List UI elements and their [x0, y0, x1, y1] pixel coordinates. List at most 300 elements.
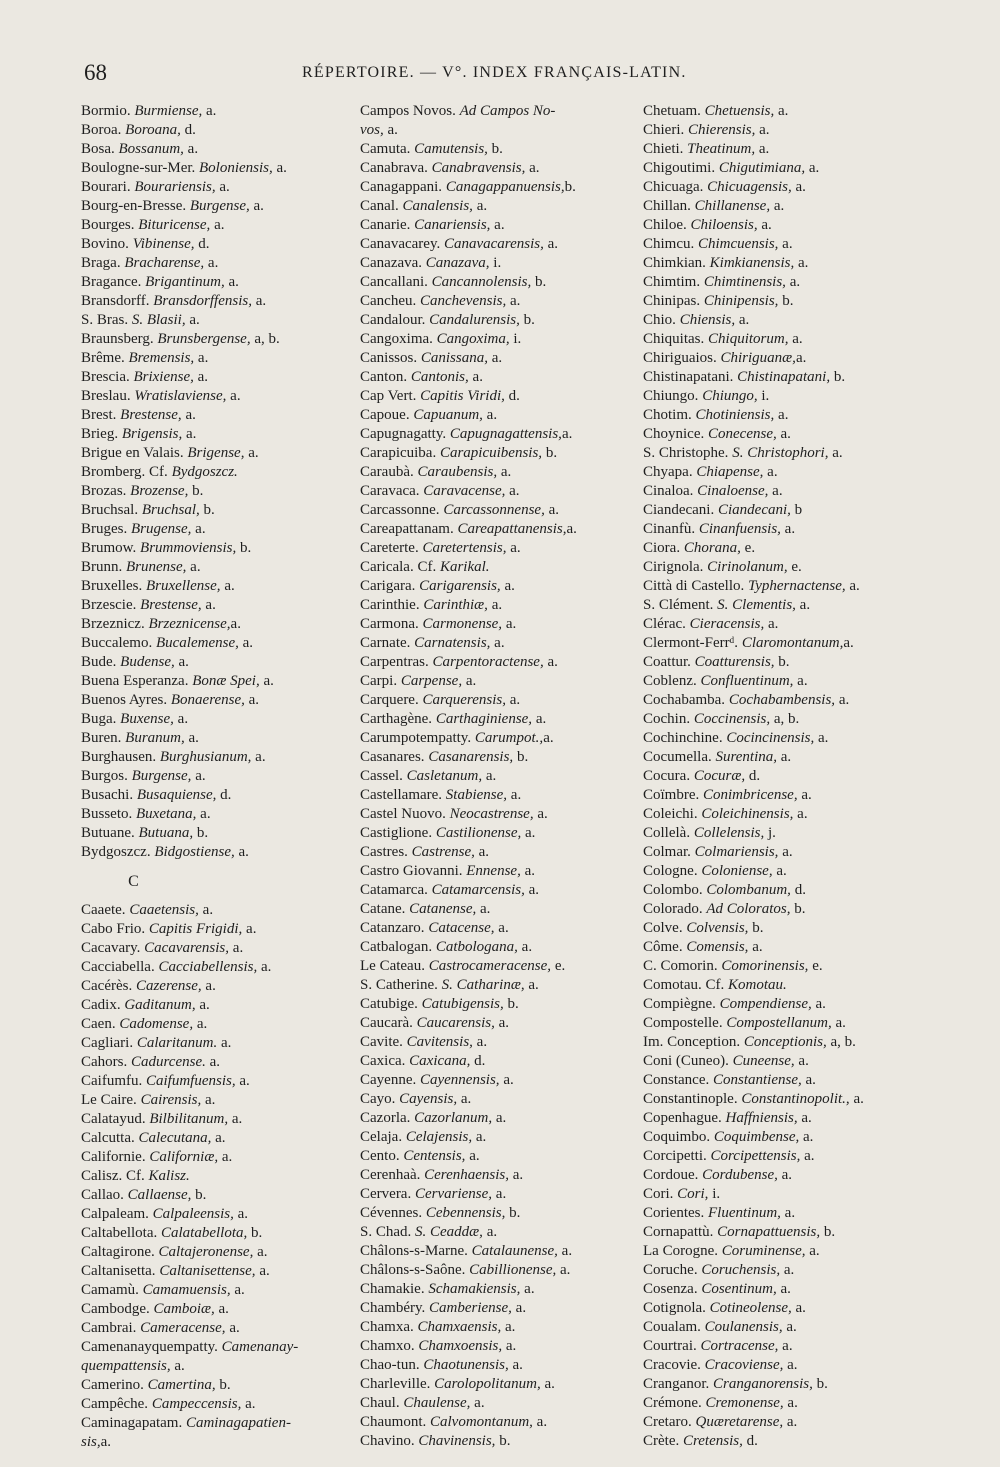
latin-name: Coleichinensis,	[701, 806, 794, 822]
index-entry	[643, 1318, 943, 1337]
latin-name: Corcipettensis,	[710, 1148, 801, 1164]
source-code: a.	[797, 1110, 812, 1126]
index-column-3	[643, 102, 943, 1451]
latin-name: Theatinum,	[687, 141, 756, 157]
entry-line	[360, 1147, 643, 1166]
french-place-name: Callao.	[81, 1187, 124, 1203]
index-entry	[360, 1185, 643, 1204]
source-code: a.	[511, 1300, 527, 1316]
index-entry	[81, 805, 356, 824]
index-entry	[360, 824, 643, 843]
latin-name: Chimtinensis,	[703, 274, 786, 290]
source-code: i.	[489, 255, 502, 271]
source-code: a.	[497, 464, 512, 480]
entry-line	[81, 159, 356, 178]
source-code: a.	[735, 312, 750, 328]
entry-line	[360, 349, 643, 368]
latin-name: Chimcuensis,	[698, 236, 779, 252]
entry-line	[643, 444, 943, 463]
french-place-name: Bransdorff.	[81, 293, 150, 309]
latin-name: Capitis Frigidi,	[148, 921, 243, 937]
french-place-name: Catubige.	[360, 996, 418, 1012]
latin-name: Bourariensis,	[134, 179, 216, 195]
index-entry	[81, 824, 356, 843]
index-entry	[81, 121, 356, 140]
entry-line	[360, 254, 643, 273]
entry-line	[643, 1375, 943, 1394]
index-entry	[360, 938, 643, 957]
source-code: a.	[198, 902, 214, 918]
latin-name: Carumpot.,	[474, 730, 544, 746]
source-code: a, b.	[250, 331, 280, 347]
french-place-name: Caifumfu.	[81, 1073, 143, 1089]
latin-name: Catacense,	[428, 920, 495, 936]
entry-line	[643, 121, 943, 140]
source-code: b.	[531, 274, 547, 290]
entry-line	[81, 102, 356, 121]
french-place-name: Cocumella.	[643, 749, 712, 765]
latin-name: Komotau.	[728, 977, 787, 993]
source-code: a.	[502, 616, 517, 632]
source-code: a.	[244, 445, 259, 461]
latin-name: S. Clementis,	[717, 597, 796, 613]
latin-name: Collelensis,	[693, 825, 765, 841]
source-code: a.	[235, 1073, 250, 1089]
index-entry	[81, 672, 356, 691]
latin-name: Ad Campos No-	[459, 103, 556, 119]
source-code: b.	[505, 1205, 521, 1221]
french-place-name: Caraubà.	[360, 464, 414, 480]
entry-line	[81, 216, 356, 235]
index-entry	[360, 1109, 643, 1128]
entry-line	[81, 1167, 356, 1186]
index-entry	[643, 919, 943, 938]
index-entry	[81, 406, 356, 425]
source-code: a.	[770, 198, 785, 214]
index-entry	[360, 1033, 643, 1052]
entry-line	[643, 216, 943, 235]
entry-line	[81, 977, 356, 996]
latin-name: Chiungo,	[702, 388, 758, 404]
source-code: a.	[785, 274, 801, 290]
index-entry	[643, 216, 943, 235]
french-place-name: Châlons-s-Marne.	[360, 1243, 468, 1259]
latin-name: Cuneense,	[732, 1053, 795, 1069]
entry-line	[360, 387, 643, 406]
entry-line	[81, 996, 356, 1015]
french-place-name: Coruche.	[643, 1262, 698, 1278]
entry-line	[643, 1394, 943, 1413]
entry-line	[643, 596, 943, 615]
source-code: a.	[757, 217, 772, 233]
french-place-name: Carumpotempatty.	[360, 730, 472, 746]
latin-name: Buranum,	[125, 730, 185, 746]
source-code: a.	[170, 1358, 185, 1374]
latin-name: Camboiæ,	[153, 1301, 215, 1317]
french-place-name: S. Clément.	[643, 597, 714, 613]
latin-name-continued: quempattensis,	[81, 1358, 171, 1374]
latin-name: Canissana,	[420, 350, 488, 366]
index-entry	[81, 977, 356, 996]
latin-name: Brummoviensis,	[140, 540, 237, 556]
entry-line	[643, 1166, 943, 1185]
index-entry	[643, 1014, 943, 1033]
entry-line	[360, 1185, 643, 1204]
source-code: a.	[778, 1338, 793, 1354]
index-entry	[81, 996, 356, 1015]
entry-line	[360, 862, 643, 881]
source-code: a.	[797, 787, 812, 803]
source-code: a.	[244, 692, 260, 708]
french-place-name: Brescia.	[81, 369, 130, 385]
source-code: a.	[506, 293, 521, 309]
index-entry	[360, 406, 643, 425]
entry-line	[360, 729, 643, 748]
source-code: a.	[257, 959, 272, 975]
entry-line	[643, 957, 943, 976]
source-code: a.	[251, 293, 267, 309]
french-place-name: Bruchsal.	[81, 502, 139, 518]
source-code: a.	[755, 122, 770, 138]
index-entry	[360, 1337, 643, 1356]
french-place-name: Brzeznicz.	[81, 616, 145, 632]
latin-name: Callaense,	[127, 1187, 192, 1203]
latin-name: Comorinensis,	[721, 958, 809, 974]
source-code: a.	[540, 1376, 555, 1392]
latin-name: Calaritanum.	[136, 1035, 218, 1051]
french-place-name: Bydgoszcz.	[81, 844, 151, 860]
source-code: a.	[805, 1243, 820, 1259]
entry-line	[643, 482, 943, 501]
index-entry	[81, 786, 356, 805]
source-code: a.	[211, 1130, 226, 1146]
index-entry	[81, 1224, 356, 1243]
entry-line	[81, 349, 356, 368]
entry-line	[643, 843, 943, 862]
index-entry	[643, 1128, 943, 1147]
latin-name: Cadomense,	[119, 1016, 194, 1032]
entry-line	[360, 444, 643, 463]
entry-line	[81, 501, 356, 520]
source-code: a.	[525, 160, 540, 176]
entry-line	[360, 235, 643, 254]
source-code: a.	[845, 578, 860, 594]
source-code: a.	[201, 1092, 216, 1108]
latin-name: Typhernactense,	[748, 578, 846, 594]
index-entry	[360, 767, 643, 786]
index-entry	[81, 1262, 356, 1281]
latin-name: Brigantinum,	[145, 274, 225, 290]
index-entry	[360, 1413, 643, 1432]
french-place-name: Chigoutimi.	[643, 160, 716, 176]
index-entry	[643, 349, 943, 368]
source-code: a.	[782, 1319, 797, 1335]
french-place-name: Crète.	[643, 1433, 680, 1449]
latin-name: Camamuensis,	[142, 1282, 231, 1298]
index-entry	[360, 463, 643, 482]
entry-line	[643, 1337, 943, 1356]
entry-line	[643, 767, 943, 786]
latin-name: Canazava,	[425, 255, 490, 271]
latin-name: Cirinolanum,	[707, 559, 788, 575]
latin-name: Catamarcensis,	[431, 882, 525, 898]
entry-line	[360, 710, 643, 729]
entry-line	[81, 824, 356, 843]
source-code: d.	[180, 122, 196, 138]
french-place-name: Braga.	[81, 255, 121, 271]
source-code: b.	[193, 825, 209, 841]
french-place-name: S. Christophe.	[643, 445, 729, 461]
entry-line	[360, 1014, 643, 1033]
latin-name: Carinthiæ,	[423, 597, 488, 613]
latin-name: Bonaerense,	[170, 692, 245, 708]
index-entry	[360, 1356, 643, 1375]
entry-line	[643, 558, 943, 577]
source-code: a.	[561, 426, 573, 442]
entry-line	[643, 1413, 943, 1432]
entry-line	[81, 1224, 356, 1243]
latin-name: Casanarensis,	[428, 749, 514, 765]
index-entry	[81, 444, 356, 463]
french-place-name: Chimkian.	[643, 255, 706, 271]
source-code: a.	[472, 1034, 488, 1050]
french-place-name: Cazorla.	[360, 1110, 411, 1126]
latin-name: Cocincinensis,	[726, 730, 815, 746]
entry-line	[81, 311, 356, 330]
entries-c-continued-2	[643, 102, 943, 1451]
entry-line	[643, 729, 943, 748]
index-entry	[81, 140, 356, 159]
index-entry	[360, 482, 643, 501]
french-place-name: Cracovie.	[643, 1357, 701, 1373]
french-place-name: Carigara.	[360, 578, 416, 594]
source-code: a.	[783, 1414, 798, 1430]
french-place-name: Chamakie.	[360, 1281, 425, 1297]
index-entry	[360, 881, 643, 900]
entry-line	[643, 368, 943, 387]
latin-name: Coruchensis,	[701, 1262, 781, 1278]
entry-line	[360, 463, 643, 482]
latin-name: Cantonis,	[410, 369, 469, 385]
index-entry	[81, 1395, 356, 1414]
latin-name-continued: sis,	[81, 1434, 101, 1450]
latin-name: Confluentinum,	[700, 673, 794, 689]
index-entry	[643, 1356, 943, 1375]
source-code: a.	[487, 350, 503, 366]
index-entry	[643, 159, 943, 178]
latin-name: Cinanfuensis,	[698, 521, 781, 537]
index-entry	[643, 691, 943, 710]
index-entry	[360, 1394, 643, 1413]
source-code: a.	[259, 673, 274, 689]
french-place-name: Chotim.	[643, 407, 692, 423]
index-entry	[360, 197, 643, 216]
source-code: b.	[513, 749, 529, 765]
french-place-name: Calpaleam.	[81, 1206, 149, 1222]
french-place-name: Canavacarey.	[360, 236, 441, 252]
french-place-name: Caxica.	[360, 1053, 406, 1069]
index-entry	[643, 1166, 943, 1185]
index-entry	[360, 1280, 643, 1299]
entry-line	[643, 919, 943, 938]
latin-name: Caminagapatien-	[185, 1415, 291, 1431]
latin-name: Fluentinum,	[708, 1205, 781, 1221]
latin-name: Carapicuibensis,	[439, 445, 543, 461]
source-code: a.	[100, 1434, 112, 1450]
source-code: b.	[748, 920, 764, 936]
french-place-name: S. Chad.	[360, 1224, 412, 1240]
latin-name: Burgense,	[189, 198, 250, 214]
french-place-name: Bruxelles.	[81, 578, 143, 594]
entry-line	[643, 1223, 943, 1242]
index-entry	[81, 1205, 356, 1224]
french-place-name: Ciandecani.	[643, 502, 715, 518]
index-entry	[643, 938, 943, 957]
source-code: a.	[201, 978, 216, 994]
source-code: a.	[849, 1091, 864, 1107]
source-code: a.	[185, 312, 200, 328]
french-place-name: Camamù.	[81, 1282, 139, 1298]
source-code: a.	[801, 1072, 816, 1088]
entry-line	[81, 653, 356, 672]
source-code: a.	[462, 673, 477, 689]
source-code: a.	[543, 730, 554, 746]
source-code: a.	[249, 198, 264, 214]
entry-line	[81, 482, 356, 501]
entry-line	[81, 691, 356, 710]
source-code: b.	[247, 1225, 263, 1241]
source-code: a.	[272, 160, 287, 176]
entries-c-continued	[360, 102, 643, 1451]
entry-line	[360, 425, 643, 444]
latin-name: Bruxellense,	[146, 578, 221, 594]
french-place-name: Canarie.	[360, 217, 411, 233]
index-entry	[81, 1148, 356, 1167]
source-code: a.	[532, 711, 547, 727]
index-entry	[81, 425, 356, 444]
index-entry	[81, 901, 356, 920]
french-place-name: Burghausen.	[81, 749, 157, 765]
latin-name: Camertina,	[147, 1377, 216, 1393]
latin-name: Compendiense,	[719, 996, 812, 1012]
source-code: a.	[828, 445, 843, 461]
latin-name: Camenanay-	[221, 1339, 299, 1355]
entry-line	[643, 1109, 943, 1128]
index-entry	[81, 596, 356, 615]
french-place-name: Castiglione.	[360, 825, 433, 841]
french-place-name: Brunn.	[81, 559, 123, 575]
french-place-name: Cacavary.	[81, 940, 141, 956]
source-code: a.	[490, 217, 505, 233]
entry-line	[360, 1109, 643, 1128]
index-entry	[81, 387, 356, 406]
french-place-name: Camuta.	[360, 141, 411, 157]
source-code: a.	[791, 1300, 806, 1316]
index-entry	[81, 615, 356, 634]
index-entry	[643, 976, 943, 995]
french-place-name: Calisz. Cf.	[81, 1168, 145, 1184]
latin-name: Brugense,	[131, 521, 192, 537]
index-entry	[360, 748, 643, 767]
french-place-name: Carpentras.	[360, 654, 429, 670]
entry-line	[643, 1299, 943, 1318]
latin-name: Celajensis,	[405, 1129, 473, 1145]
french-place-name: Coquimbo.	[643, 1129, 711, 1145]
french-place-name: Courtrai.	[643, 1338, 697, 1354]
latin-name: Cavitensis,	[406, 1034, 473, 1050]
french-place-name: Canton.	[360, 369, 408, 385]
latin-name: Cebennensis,	[425, 1205, 506, 1221]
french-place-name: Cacciabella.	[81, 959, 155, 975]
french-place-name: Chieti.	[643, 141, 684, 157]
french-place-name: Chamxa.	[360, 1319, 414, 1335]
french-place-name: Constantinople.	[643, 1091, 738, 1107]
source-code: a.	[799, 1129, 814, 1145]
latin-name: Canariensis,	[414, 217, 491, 233]
source-code: a.	[793, 673, 808, 689]
entry-line	[360, 1356, 643, 1375]
index-entry	[643, 444, 943, 463]
french-place-name: Brozas.	[81, 483, 127, 499]
latin-name: Bydgoszcz.	[171, 464, 238, 480]
entry-line	[81, 558, 356, 577]
entry-line	[81, 1205, 356, 1224]
entry-line	[643, 995, 943, 1014]
source-code: a.	[186, 559, 201, 575]
source-code: a.	[230, 616, 241, 632]
french-place-name: Capoue.	[360, 407, 410, 423]
latin-name: Cazorlanum,	[414, 1110, 493, 1126]
entry-line	[81, 1262, 356, 1281]
latin-name: Boloniensis,	[199, 160, 273, 176]
index-entry	[81, 159, 356, 178]
source-code: a.	[230, 1282, 245, 1298]
french-place-name: Chiquitas.	[643, 331, 705, 347]
entry-line	[643, 159, 943, 178]
french-place-name: Colorado.	[643, 901, 703, 917]
latin-name: Catanense,	[409, 901, 477, 917]
entry-line	[643, 824, 943, 843]
french-place-name: Chieri.	[643, 122, 685, 138]
french-place-name: Buena Esperanza.	[81, 673, 189, 689]
entry-line	[360, 843, 643, 862]
index-entry	[360, 387, 643, 406]
source-code: a.	[805, 160, 820, 176]
latin-name: Neocastrense,	[449, 806, 534, 822]
latin-name: Chiensis,	[679, 312, 736, 328]
french-place-name: Compiègne.	[643, 996, 716, 1012]
french-place-name: Corientes.	[643, 1205, 705, 1221]
french-place-name: Celaja.	[360, 1129, 403, 1145]
entry-line	[81, 1148, 356, 1167]
source-code: j.	[764, 825, 776, 841]
french-place-name: Castellamare.	[360, 787, 443, 803]
index-entry	[81, 520, 356, 539]
french-place-name: Caricala. Cf.	[360, 559, 437, 575]
french-place-name: Caminagapatam.	[81, 1415, 183, 1431]
index-entry	[81, 767, 356, 786]
index-entry	[81, 1186, 356, 1205]
latin-name: Chamxaensis,	[417, 1319, 502, 1335]
french-place-name: Carapicuiba.	[360, 445, 437, 461]
source-code: b.	[199, 502, 215, 518]
source-code: a.	[532, 1414, 548, 1430]
index-entry	[81, 691, 356, 710]
entry-line	[643, 900, 943, 919]
latin-name: Cordubense,	[702, 1167, 778, 1183]
latin-name: Ciandecani,	[717, 502, 791, 518]
entries-c	[81, 901, 356, 1452]
